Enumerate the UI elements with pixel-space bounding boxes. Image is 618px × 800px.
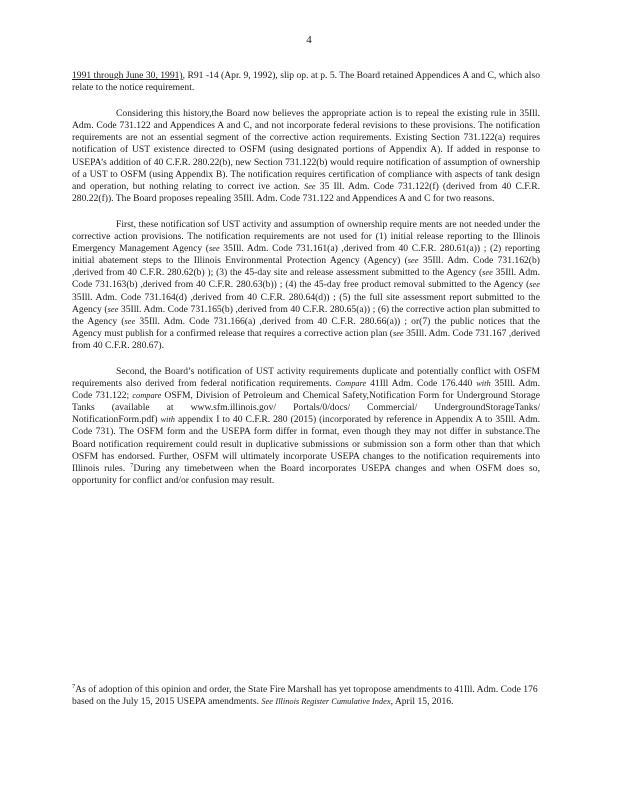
footnote-number: 7 <box>72 682 76 690</box>
footnote-text: As of adoption of this opinion and order, the State Fire Marshall has yet topropose amendments to 41Ill. Adm. Code 176 based on the July 15, 2015 USEPA amendments. <box>72 684 538 708</box>
document-body <box>72 70 540 501</box>
paragraph-continued: 1991 through June 30, 1991), R91 -14 (Apr. 9, 1992), slip op. at p. 5. The Board retained Appendices A and C, which also relate to the notice requirement. <box>72 70 540 94</box>
page-number: 4 <box>306 34 312 46</box>
citation-underlined: 1991 through June 30, 1991) <box>72 70 183 81</box>
paragraph-second-reason: Second, the Board’s notification of UST activity requirements duplicate and potentially conflict with OSFM requirements also derived from federal notification requirements. Compare 41Ill Adm. Code 176.440 with 35Ill. Adm. Code 731.122; compare OSFM, Division of Petroleum and Chemical Safety,Notification Form for Underground Storage Tanks (available at www.sfm.illinois.gov/ Portals/0/docs/ Commercial/ UndergroundStorageTanks/ NotificationForm.pdf) with appendix I to 40 C.F.R. 280 (2015) (incorporated by reference in Appendix A to 35Ill. Adm. Code 731). The OSFM form and the USEPA form differ in format, even though they may not differ in substance.The Board notification requirement could result in duplicative submissions or submission son a form other than that which OSFM has endorsed. Further, OSFM will ultimately incorporate USEPA changes to the notification requirements into Illinois rules. $^7$During any timebetween when the Board incorporates USEPA changes and when OSFM does so, opportunity for conflict and/or confusion may result. <box>72 365 540 486</box>
paragraph-history: Considering this history,the Board now believes the appropriate action is to repeal the existing rule in 35Ill. Adm. Code 731.122 and Appendices A and C, and not incorporate federal revisions to these provisions. The notification requirements are not an essential segment of the corrective action requirements. Existing Section 731.122(a) requires notification of UST existence directed to OSFM (using designated portions of Appendix A). If added in response to USEPA’s addition of 40 C.F.R. 280.22(b), new Section 731.122(b) would require notification of assumption of ownership of a UST to OSFM (using Appendix B). The notification requires certification of compliance with aspects of tank design and operation, but nothing relating to correct ive action. See 35 Ill. Adm. Code 731.122(f) (derived from 40 C.F.R. 280.22(f)). The Board proposes repealing 35Ill. Adm. Code 731.122 and Appendices A and C for two reasons. <box>72 108 541 204</box>
paragraph-first-reason: First, these notification sof UST activity and assumption of ownership require ments are not needed under the corrective action provisions. The notification requirements are not used for (1) initial release reporting to the Illinois Emergency Management Agency (see 35Ill. Adm. Code 731.161(a) ,derived from 40 C.F.R. 280.61(a)) ; (2) reporting initial abatement steps to the Illinois Environmental Protection Agency (Agency) (see 35Ill. Adm. Code 731.162(b) ,derived from 40 C.F.R. 280.62(b) ); (3) the 45-day site and release assessment submitted to the Agency (see 35Ill. Adm. Code 731.163(b) ,derived from 40 C.F.R. 280.63(b)) ; (4) the 45-day free product removal submitted to the Agency (see 35Ill. Adm. Code 731.164(d) ,derived from 40 C.F.R. 280.64(d)) ; (5) the full site assessment report submitted to the Agency (see 35Ill. Adm. Code 731.165(b) ,derived from 40 C.F.R. 280.65(a)) ; (6) the corrective action plan submitted to the Agency (see 35Ill. Adm. Code 731.166(a) ,derived from 40 C.F.R. 280.66(a)) ; or(7) the public notices that the Agency must publish for a confirmed release that requires a corrective action plan (see 35Ill. Adm. Code 731.167 ,derived from 40 C.F.R. 280.67). <box>72 218 540 351</box>
footnote-source: Illinois Register Cumulative Index <box>275 697 391 707</box>
footnote-reference: 7 <box>130 461 134 469</box>
footnote: $^7$As of adoption of this opinion and order, the State Fire Marshall has yet topropose amendments to 41Ill. Adm. Code 176 based on the July 15, 2015 USEPA amendments. See Illinois Register Cumulative Index, April 15, 2016. <box>72 682 538 708</box>
